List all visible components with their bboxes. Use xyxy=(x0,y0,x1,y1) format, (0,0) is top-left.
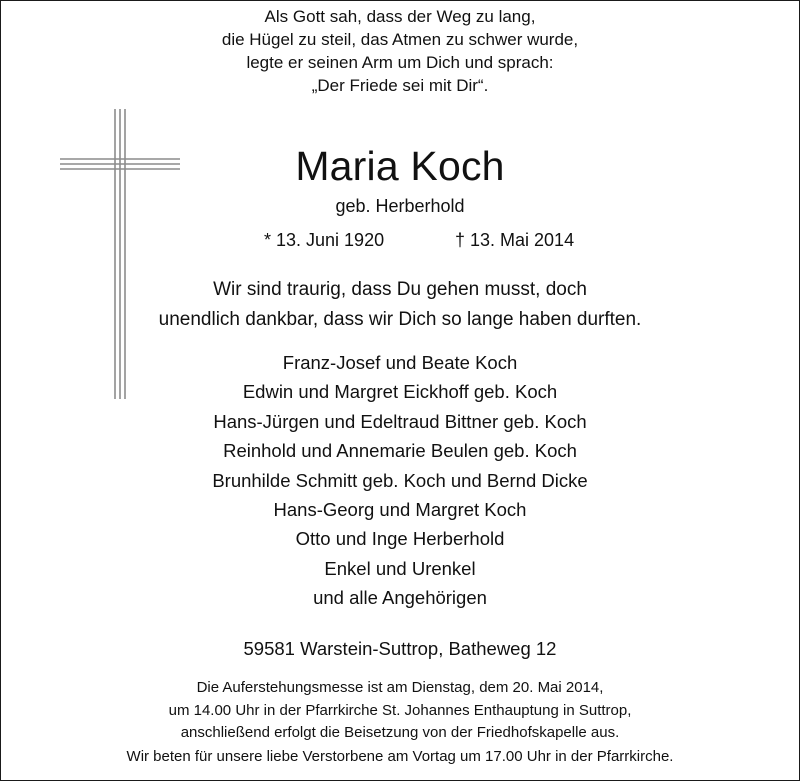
notice-line: Die Auferstehungsmesse ist am Dienstag, dem 20. Mai 2014, xyxy=(196,679,604,696)
mourner-entry: Reinhold und Annemarie Beulen geb. Koch xyxy=(223,440,577,462)
poem-line: Als Gott sah, dass der Weg zu lang, xyxy=(264,7,536,26)
mourner-entry: Brunhilde Schmitt geb. Koch und Bernd Dicke xyxy=(212,469,588,491)
intro-line: Wir sind traurig, dass Du gehen musst, doch xyxy=(213,279,587,300)
poem xyxy=(1,5,799,97)
notice-line: um 14.00 Uhr in der Pfarrkirche St. Johannes Enthauptung in Suttrop, xyxy=(168,701,632,719)
birth-name: geb. Herberhold xyxy=(335,196,465,216)
poem-line: die Hügel zu steil, das Atmen zu schwer wurde, xyxy=(221,30,579,49)
service-notice xyxy=(1,677,799,745)
poem-line: legte er seinen Arm um Dich und sprach: xyxy=(246,53,554,72)
mourner-entry: Hans-Georg und Margret Koch xyxy=(273,499,527,521)
mourners-list xyxy=(1,348,799,613)
mourner-entry: Hans-Jürgen und Edeltraud Bittner geb. Koch xyxy=(213,410,587,432)
mourner-entry: und alle Angehörigen xyxy=(313,587,487,609)
notice-line: anschließend erfolgt die Beisetzung von der Friedhofskapelle aus. xyxy=(180,724,620,741)
mourner-entry: Edwin und Margret Eickhoff geb. Koch xyxy=(242,381,558,403)
intro-line: unendlich dankbar, dass wir Dich so lange haben durften. xyxy=(158,309,642,330)
deceased-name: Maria Koch xyxy=(295,143,505,189)
family-address: 59581 Warstein-Suttrop, Batheweg 12 xyxy=(243,638,557,659)
intro-text xyxy=(1,275,799,335)
poem-line: „Der Friede sei mit Dir“. xyxy=(311,76,489,95)
mourner-entry: Franz-Josef und Beate Koch xyxy=(282,352,518,373)
birth-date: * 13. Juni 1920 xyxy=(264,230,385,250)
mourner-entry: Enkel und Urenkel xyxy=(324,557,476,579)
death-date: † 13. Mai 2014 xyxy=(455,230,575,250)
prayer-notice: Wir beten für unsere liebe Verstorbene am Vortag um 17.00 Uhr in der Pfarrkirche. xyxy=(126,748,674,765)
mourner-entry: Otto und Inge Herberhold xyxy=(295,528,505,550)
